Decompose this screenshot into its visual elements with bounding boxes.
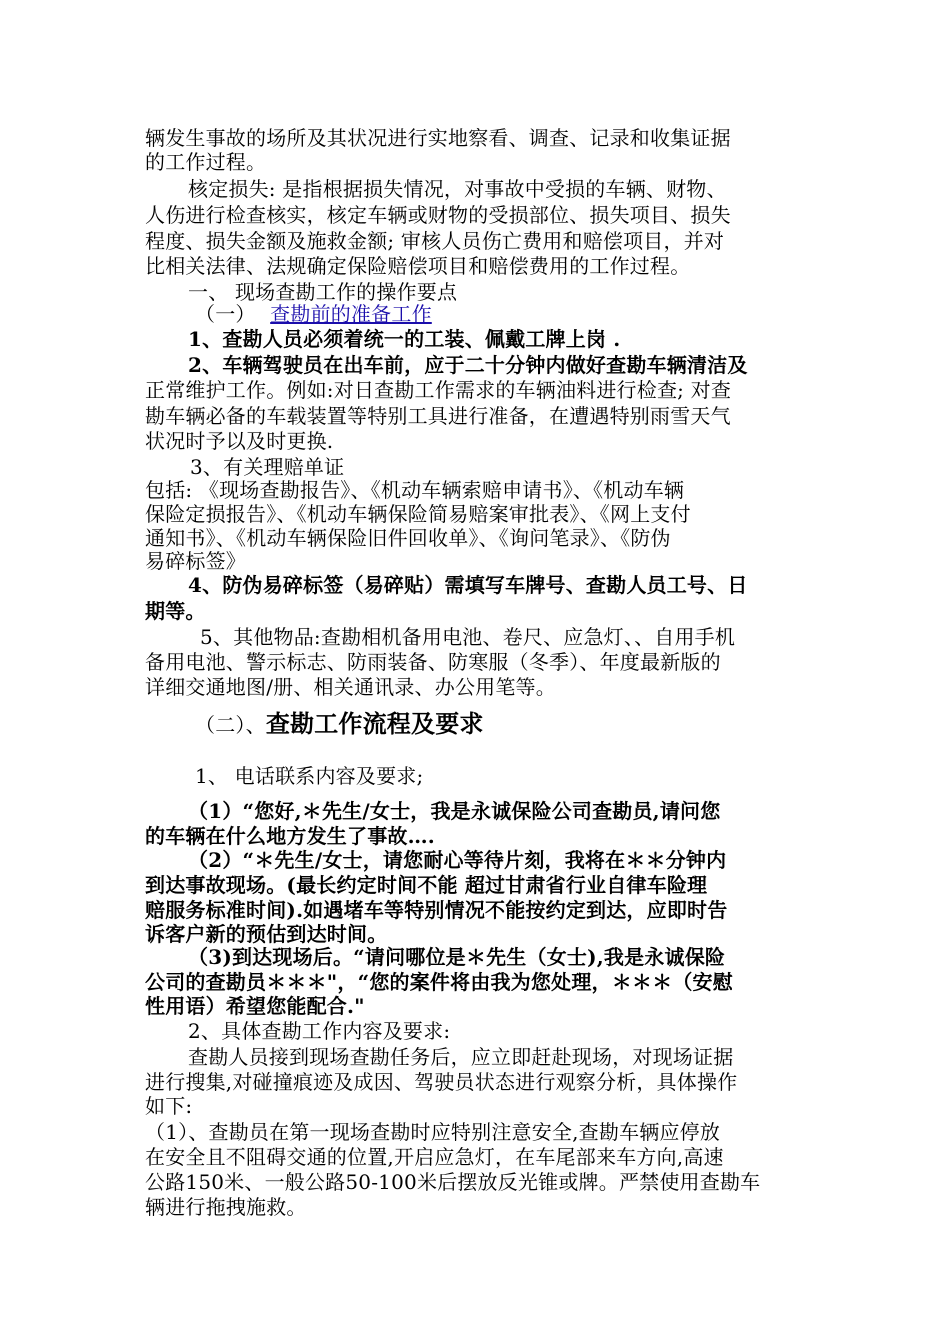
list-item-line: 通知书》、《机动车辆保险旧件回收单》、《询问笔录》、《防伪 xyxy=(145,526,671,550)
paragraph-line: 人伤进行检查核实，核定车辆或财物的受损部位、损失项目、损失 xyxy=(145,203,731,227)
paragraph-line: 的工作过程。 xyxy=(145,150,267,174)
quote-line: 公司的查勘员＊＊＊"，“您的案件将由我为您处理，＊＊＊（安慰 xyxy=(145,970,733,994)
quote-line: （1）“您好,＊先生/女士，我是永诚保险公司查勘员,请问您 xyxy=(188,799,721,823)
list-item-line: 备用电池、警示标志、防雨装备、防寒服（冬季）、年度最新版的 xyxy=(145,650,721,674)
list-item-line: 详细交通地图/册、相关通讯录、办公用笔等。 xyxy=(145,675,556,699)
paragraph-line: 核定损失: 是指根据损失情况，对事故中受损的车辆、财物、 xyxy=(188,177,727,201)
list-item-line: 2、车辆驾驶员在出车前，应于二十分钟内做好查勘车辆清洁及 xyxy=(188,353,748,377)
quote-line: （2）“＊先生/女士，请您耐心等待片刻，我将在＊＊分钟内 xyxy=(188,848,727,872)
subsection-number: （二）、 xyxy=(195,713,266,737)
list-item-line: 包括: 《现场查勘报告》、《机动车辆索赔申请书》、《机动车辆 xyxy=(145,478,685,502)
list-item xyxy=(188,353,853,377)
quote-line: 到达事故现场。(最长约定时间不能 超过甘肃省行业自律车险理 xyxy=(145,873,708,897)
paragraph-line: 在安全且不阻碍交通的位置,开启应急灯，在车尾部来车方向,高速 xyxy=(145,1145,724,1169)
list-item: 2、具体查勘工作内容及要求: xyxy=(188,1019,451,1043)
subsection-heading xyxy=(195,302,860,326)
list-item: 4、防伪易碎标签（易碎贴）需填写车牌号、查勘人员工号、日 xyxy=(188,573,748,597)
paragraph-line: 辆发生事故的场所及其状况进行实地察看、调查、记录和收集证据 xyxy=(145,126,731,150)
paragraph-line: 进行搜集,对碰撞痕迹及成因、驾驶员状态进行观察分析，具体操作 xyxy=(145,1070,738,1094)
paragraph-line: 程度、损失金额及施救金额; 审核人员伤亡费用和赔偿项目，并对 xyxy=(145,229,725,253)
section-heading: 一、 现场查勘工作的操作要点 xyxy=(188,280,458,304)
quote-line: （3)到达现场后。“请问哪位是＊先生（女士),我是永诚保险 xyxy=(188,945,726,969)
list-item-line: 期等。 xyxy=(145,599,206,623)
quote-line: 性用语）希望您能配合." xyxy=(145,994,365,1018)
paragraph-line: 辆进行拖拽施救。 xyxy=(145,1195,307,1219)
list-item: 3、有关理赔单证 xyxy=(190,455,345,479)
list-item-line: 勘车辆必备的车载装置等特别工具进行准备，在遭遇特别雨雪天气 xyxy=(145,404,731,428)
subsection-number: （一） xyxy=(195,302,256,326)
paragraph-line: 如下: xyxy=(145,1094,193,1118)
paragraph-line: 公路150米、一般公路50-100米后摆放反光锥或牌。严禁使用查勘车 xyxy=(145,1170,761,1194)
list-item: 5、其他物品:查勘相机备用电池、卷尺、应急灯、、自用手机 xyxy=(200,625,736,649)
quote-line: 赔服务标准时间).如遇堵车等特别情况不能按约定到达，应即时告 xyxy=(145,898,728,922)
paragraph-line: 查勘人员接到现场查勘任务后，应立即赶赴现场，对现场证据 xyxy=(188,1045,734,1069)
list-item: 1、查勘人员必须着统一的工装、佩戴工牌上岗 . xyxy=(188,327,621,351)
subsection-title: 查勘工作流程及要求 xyxy=(265,709,484,738)
list-item-line: 正常维护工作。例如:对日查勘工作需求的车辆油料进行检查; 对查 xyxy=(145,378,732,402)
paragraph-line: （1）、查勘员在第一现场查勘时应特别注意安全,查勘车辆应停放 xyxy=(145,1120,721,1144)
subsection-heading xyxy=(195,710,860,738)
list-item-line: 状况时予以及时更换. xyxy=(145,429,334,453)
list-item-line: 易碎标签》 xyxy=(145,549,246,573)
paragraph-line: 比相关法律、法规确定保险赔偿项目和赔偿费用的工作过程。 xyxy=(145,254,691,278)
list-item-line: 保险定损报告》、《机动车辆保险简易赔案审批表》、《网上支付 xyxy=(145,502,691,526)
quote-line: 诉客户新的预估到达时间。 xyxy=(145,922,388,946)
quote-line: 的车辆在什么地方发生了事故…. xyxy=(145,824,435,848)
list-item: 1、 电话联系内容及要求; xyxy=(195,764,424,788)
subsection-link[interactable]: 查勘前的准备工作 xyxy=(270,302,432,326)
